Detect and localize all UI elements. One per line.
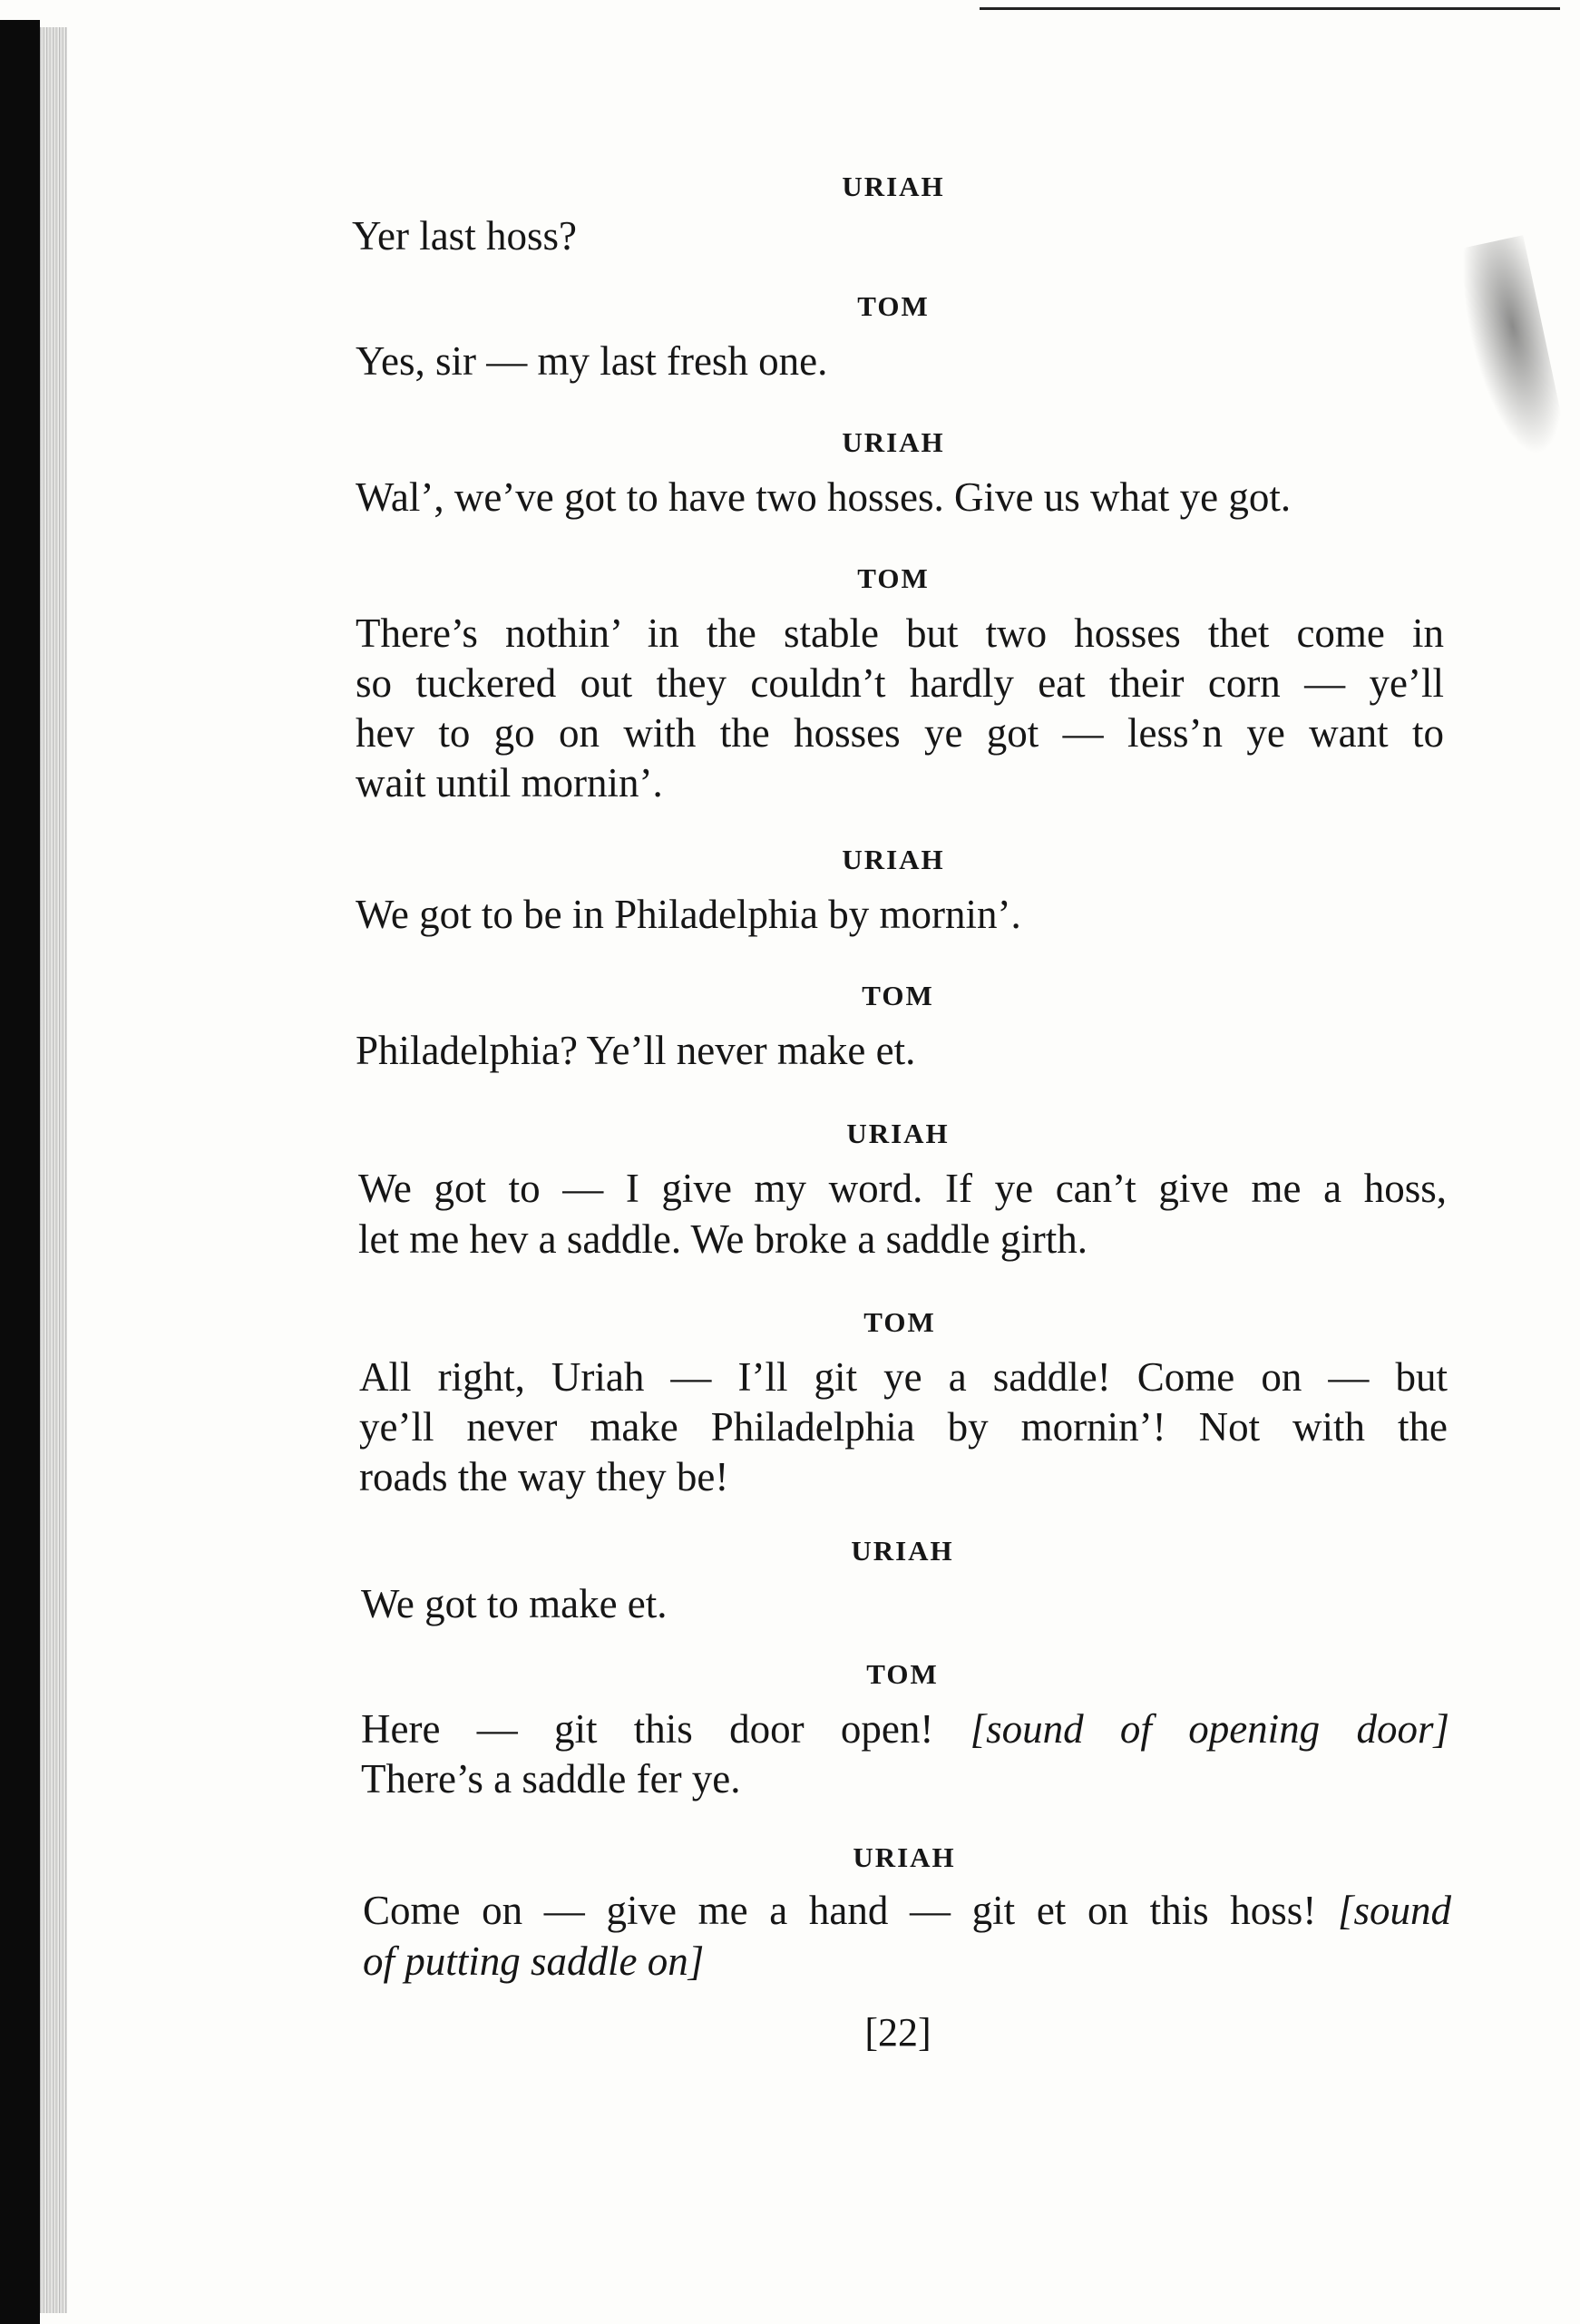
speaker-name: TOM bbox=[862, 980, 934, 1011]
dialogue-text: Come on — give me a hand — git et on this hoss! bbox=[363, 1888, 1338, 1933]
dialogue-line: We got to make et. bbox=[361, 1581, 668, 1626]
speaker-name: URIAH bbox=[842, 844, 945, 875]
speaker-name: URIAH bbox=[842, 171, 945, 202]
speaker-name: URIAH bbox=[846, 1118, 950, 1149]
stage-direction: [sound of opening door] bbox=[970, 1706, 1449, 1752]
speaker-name: TOM bbox=[857, 562, 930, 594]
dialogue-line: let me hev a saddle. We broke a saddle girth. bbox=[358, 1216, 1088, 1262]
speaker-name: TOM bbox=[863, 1306, 936, 1338]
speaker-name: URIAH bbox=[851, 1535, 954, 1567]
dialogue-line: Philadelphia? Ye’ll never make et. bbox=[356, 1028, 916, 1073]
dialogue-line: wait until mornin’. bbox=[356, 760, 663, 806]
dialogue-line bbox=[363, 1885, 1451, 1936]
speaker-name: TOM bbox=[866, 1658, 939, 1690]
stage-direction: of putting saddle on] bbox=[363, 1938, 705, 1984]
dialogue-line: We got to — I give my word. If ye can’t give me a hoss, bbox=[358, 1166, 1447, 1211]
dialogue-line: Yer last hoss? bbox=[352, 213, 577, 259]
dialogue-line bbox=[361, 1704, 1449, 1754]
dialogue-line: ye’ll never make Philadelphia by mornin’! Not with the bbox=[359, 1404, 1448, 1450]
speaker-name: URIAH bbox=[853, 1841, 956, 1873]
dialogue-text: Here — git this door open! bbox=[361, 1706, 970, 1752]
dialogue-line: All right, Uriah — I’ll git ye a saddle! Come on — but bbox=[359, 1354, 1448, 1400]
dialogue-line bbox=[363, 1936, 1451, 1987]
speaker-name: TOM bbox=[857, 290, 930, 322]
dialogue-line: hev to go on with the hosses ye got — less’n ye want to bbox=[356, 710, 1444, 756]
dialogue-line: Yes, sir — my last fresh one. bbox=[356, 338, 828, 384]
speaker-name: URIAH bbox=[842, 426, 945, 458]
stage-direction: [sound bbox=[1337, 1888, 1451, 1933]
dialogue-line: roads the way they be! bbox=[359, 1454, 729, 1499]
dialogue-line: There’s a saddle fer ye. bbox=[361, 1756, 741, 1802]
dialogue-line: There’s nothin’ in the stable but two hosses thet come in bbox=[356, 610, 1444, 656]
dialogue-line: so tuckered out they couldn’t hardly eat their corn — ye’ll bbox=[356, 660, 1444, 706]
page-number: [22] bbox=[864, 2010, 931, 2055]
dialogue-line: Wal’, we’ve got to have two hosses. Give us what ye got. bbox=[356, 474, 1292, 520]
dialogue-line: We got to be in Philadelphia by mornin’. bbox=[356, 892, 1021, 937]
